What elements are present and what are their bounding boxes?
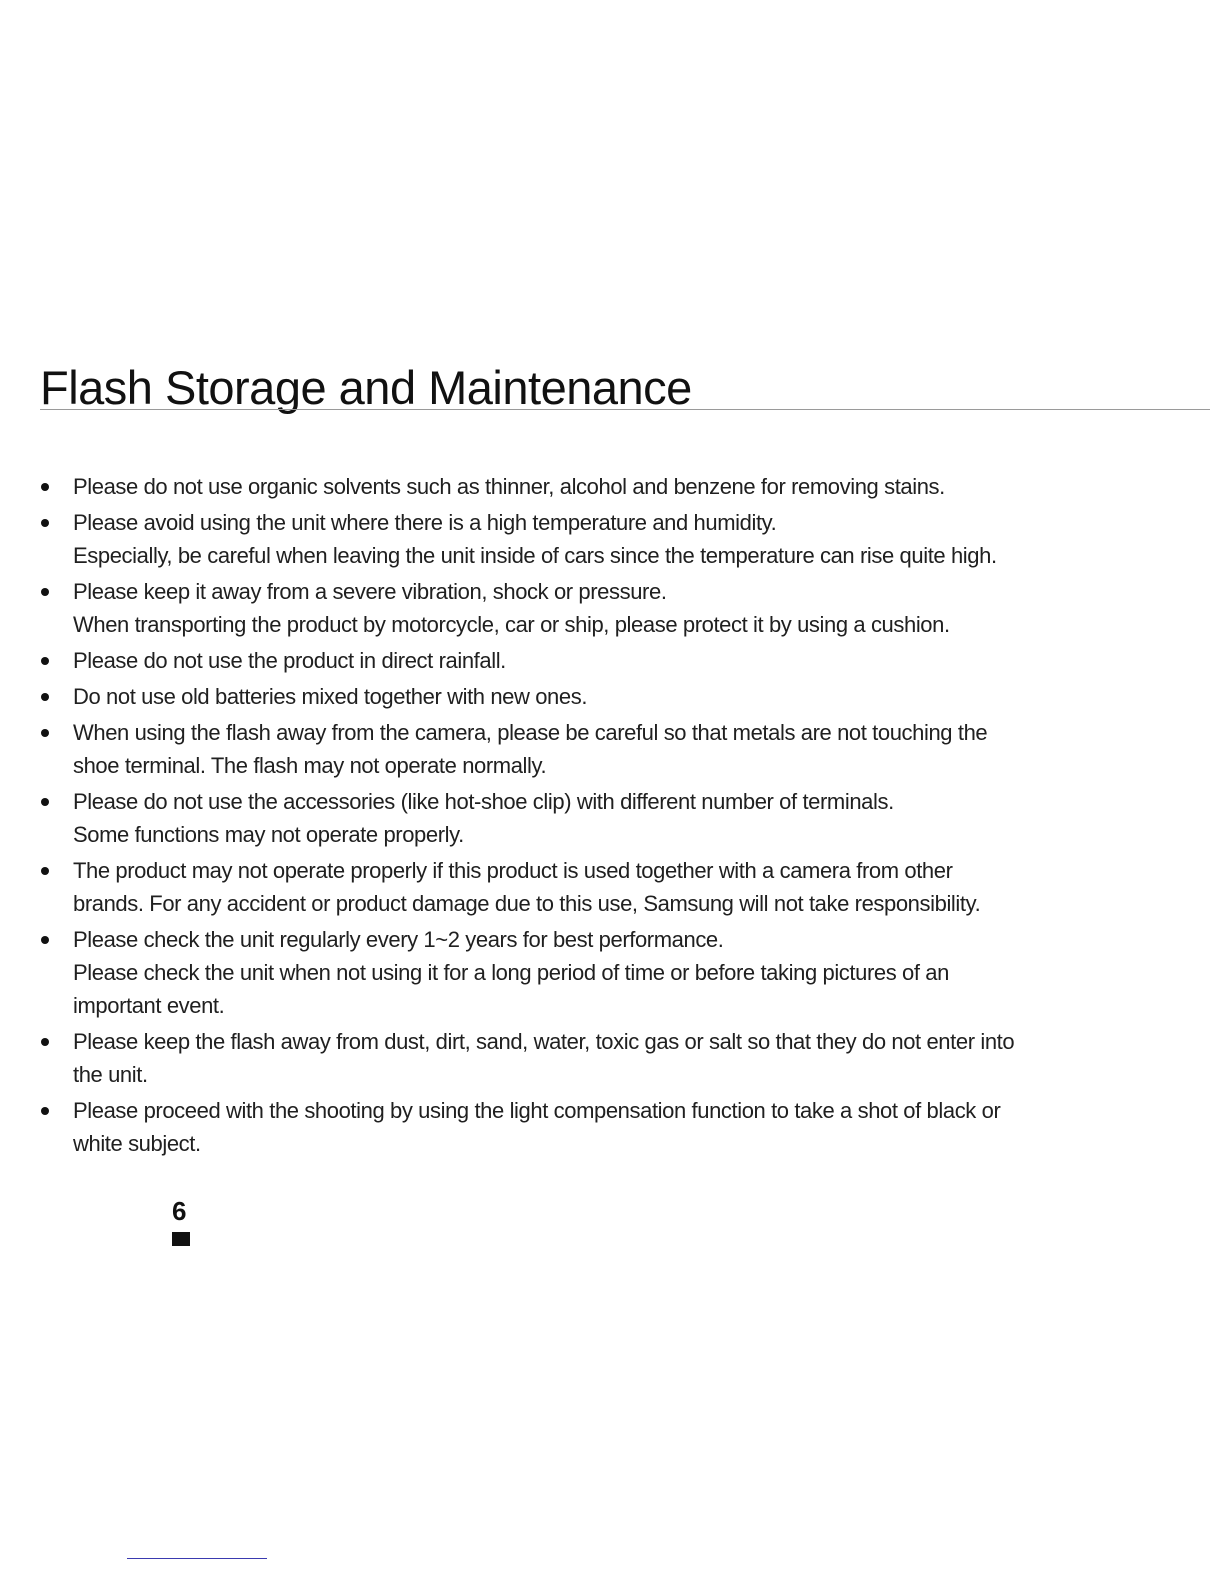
list-item-text-line: shoe terminal. The flash may not operate normally.: [73, 753, 547, 778]
bullet-dot-icon: [41, 483, 49, 491]
list-item-text-line: Please do not use the accessories (like hot-shoe clip) with different number of terminals.: [73, 789, 894, 814]
list-item-text-line: The product may not operate properly if this product is used together with a camera from other: [73, 858, 953, 883]
list-item-text-line: Some functions may not operate properly.: [73, 822, 464, 847]
bullet-dot-icon: [41, 588, 49, 596]
list-item-text-line: Please do not use the product in direct rainfall.: [73, 648, 506, 673]
list-item-text-line: brands. For any accident or product damage due to this use, Samsung will not take responsibility.: [73, 891, 981, 916]
list-item-text-line: Please keep it away from a severe vibration, shock or pressure.: [73, 579, 667, 604]
list-item-text-line: Do not use old batteries mixed together with new ones.: [73, 684, 588, 709]
list-item-text-line: Please keep the flash away from dust, dirt, sand, water, toxic gas or salt so that they do not enter into: [73, 1029, 1015, 1054]
footer-rule: [127, 1558, 267, 1559]
bullet-dot-icon: [41, 1107, 49, 1115]
bullet-dot-icon: [41, 1038, 49, 1046]
list-item: [40, 716, 1190, 782]
bullet-dot-icon: [41, 693, 49, 701]
list-item-text-line: the unit.: [73, 1062, 148, 1087]
page-marker-block: [172, 1232, 190, 1246]
bullet-dot-icon: [41, 936, 49, 944]
bullet-dot-icon: [41, 729, 49, 737]
list-item-text-line: white subject.: [73, 1131, 201, 1156]
list-item-text-line: Please do not use organic solvents such as thinner, alcohol and benzene for removing stains.: [73, 474, 945, 499]
bullet-dot-icon: [41, 867, 49, 875]
list-item-text-line: When using the flash away from the camera, please be careful so that metals are not touching the: [73, 720, 988, 745]
maintenance-list: [40, 470, 1190, 1163]
list-item: [40, 470, 1190, 503]
list-item-text-line: Please avoid using the unit where there is a high temperature and humidity.: [73, 510, 777, 535]
list-item-text-line: Please check the unit regularly every 1~2 years for best performance.: [73, 927, 724, 952]
list-item-text-line: Please proceed with the shooting by using the light compensation function to take a shot of black or: [73, 1098, 1001, 1123]
list-item: [40, 1094, 1190, 1160]
list-item-text-line: When transporting the product by motorcycle, car or ship, please protect it by using a cushion.: [73, 612, 950, 637]
list-item: [40, 854, 1190, 920]
title-underline: [40, 409, 1210, 410]
bullet-dot-icon: [41, 657, 49, 665]
bullet-dot-icon: [41, 519, 49, 527]
list-item-text-line: Especially, be careful when leaving the unit inside of cars since the temperature can rise quite high.: [73, 543, 997, 568]
page-number: 6: [172, 1196, 187, 1226]
list-item: [40, 575, 1190, 641]
list-item: [40, 923, 1190, 1022]
list-item: [40, 1025, 1190, 1091]
list-item: [40, 506, 1190, 572]
list-item: [40, 680, 1190, 713]
list-item: [40, 785, 1190, 851]
bullet-dot-icon: [41, 798, 49, 806]
list-item-text-line: Please check the unit when not using it for a long period of time or before taking pictures of an: [73, 960, 949, 985]
page-title: Flash Storage and Maintenance: [40, 361, 692, 414]
list-item-text-line: important event.: [73, 993, 225, 1018]
list-item: [40, 644, 1190, 677]
